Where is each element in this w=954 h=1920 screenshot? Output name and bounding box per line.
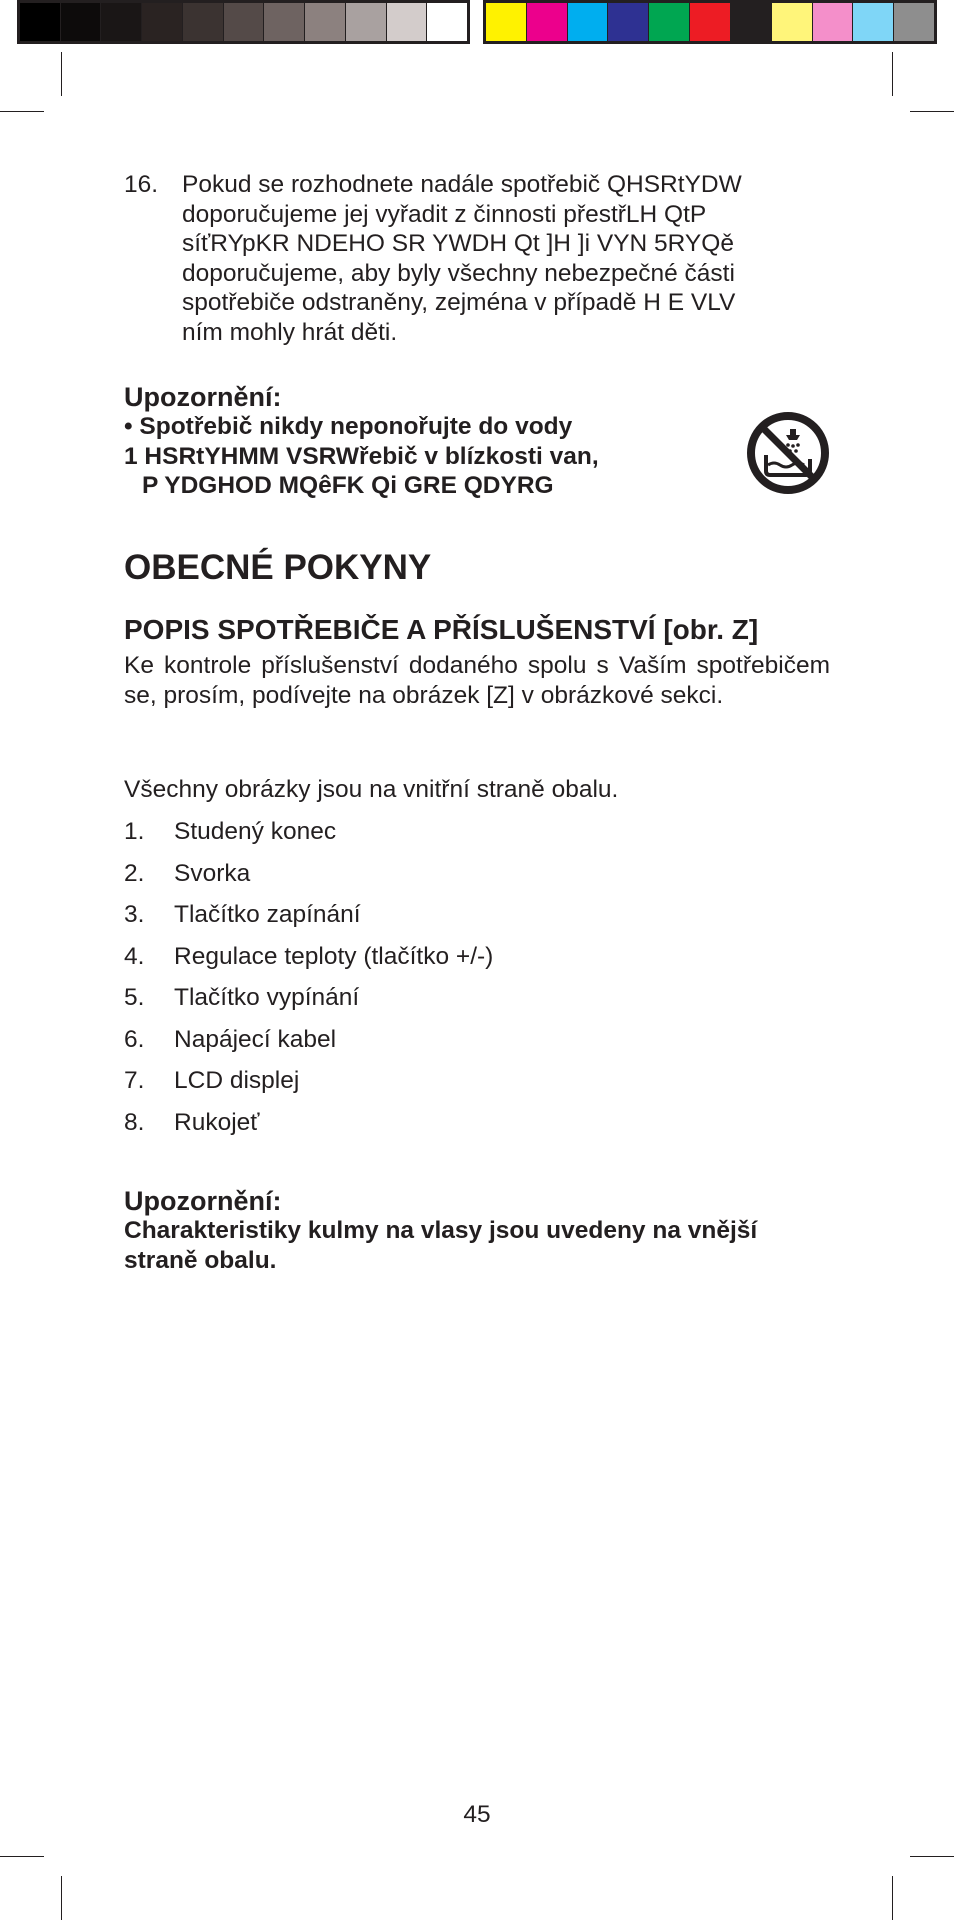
list-item-number: 7.	[124, 1067, 145, 1094]
warning-text	[124, 1216, 830, 1276]
list-item	[124, 981, 830, 1023]
list-item-label: Tlačítko vypínání	[174, 984, 360, 1011]
gray-swatch	[346, 3, 387, 41]
item-text-line: Pokud se rozhodnete nadále spotřebič QHSRtYDW	[182, 171, 742, 198]
list-item-label: Tlačítko zapínání	[174, 901, 361, 928]
gray-swatch	[427, 3, 467, 41]
warning-line: • Spotřebič nikdy neponořujte do vody	[124, 413, 573, 440]
parts-list	[124, 815, 830, 1147]
color-swatch	[772, 3, 813, 41]
list-item-label: Rukojeť	[174, 1108, 260, 1136]
list-item-label: Studený konec	[174, 818, 337, 845]
color-swatch	[853, 3, 894, 41]
crop-mark	[61, 52, 62, 96]
section-title: OBECNÉ POKYNY	[124, 548, 432, 587]
list-item	[124, 898, 830, 940]
warning-title: Upozornění:	[124, 382, 282, 412]
color-swatch	[649, 3, 690, 41]
crop-mark	[0, 111, 44, 112]
warning-line: 1 HSRtYHMM VSRWřebič v blízkosti van,	[124, 442, 599, 470]
gray-swatch	[264, 3, 305, 41]
list-item-number: 2.	[124, 859, 145, 887]
crop-mark	[0, 1856, 44, 1857]
list-item-number: 8.	[124, 1108, 145, 1136]
gray-swatch	[305, 3, 346, 41]
warning-line: P YDGHOD MQêFK Qi GRE QDYRG	[142, 472, 554, 499]
list-item-number: 6.	[124, 1025, 145, 1053]
color-swatch	[527, 3, 568, 41]
color-swatch	[568, 3, 609, 41]
list-item-label: Napájecí kabel	[174, 1025, 337, 1053]
color-swatch	[486, 3, 527, 41]
gray-swatch	[101, 3, 142, 41]
list-item-number: 4.	[124, 942, 145, 970]
warning-text	[124, 412, 830, 501]
item-text	[182, 170, 840, 347]
color-swatch	[894, 3, 934, 41]
item-text-line: spotřebiče odstraněny, zejména v případě H E VLV	[182, 289, 736, 316]
list-item-label: LCD displej	[174, 1067, 300, 1094]
gray-swatch	[142, 3, 183, 41]
intro-paragraph: Ke kontrole příslušenství dodaného spolu s Vaším spotřebičem se, prosím, podívejte na obrázek [Z] v obrázkové sekci.	[124, 652, 830, 709]
list-item	[124, 1106, 830, 1148]
list-item-label: Regulace teploty (tlačítko +/-)	[174, 942, 494, 970]
warning-block-water	[124, 382, 830, 501]
list-item-number: 1.	[124, 818, 145, 845]
no-water-immersion-icon	[746, 411, 830, 495]
gray-swatch	[61, 3, 102, 41]
gray-swatch	[387, 3, 428, 41]
list-item-label: Svorka	[174, 859, 251, 887]
list-item	[124, 857, 830, 899]
item-text-line: doporučujeme jej vyřadit z činnosti přestřLH QtP	[182, 200, 707, 228]
crop-mark	[892, 1876, 893, 1920]
list-item-number: 5.	[124, 984, 145, 1011]
color-swatch	[731, 3, 772, 41]
item-text-line: síťRYpKR NDEHO SR YWDH Qt ]H ]i VYN 5RYQě	[182, 230, 734, 257]
list-item	[124, 940, 830, 982]
item-text-line: doporučujeme, aby byly všechny nebezpečné části	[182, 259, 735, 287]
warning-title: Upozornění:	[124, 1186, 282, 1216]
instruction-item-16	[124, 170, 840, 347]
crop-mark	[892, 52, 893, 96]
warning-block-characteristics	[124, 1186, 830, 1276]
item-number: 16.	[124, 171, 159, 198]
color-swatch	[813, 3, 854, 41]
list-item	[124, 815, 830, 857]
crop-mark	[910, 1856, 954, 1857]
color-swatch	[690, 3, 731, 41]
list-item	[124, 1064, 830, 1106]
warning-line: Charakteristiky kulmy na vlasy jsou uvedeny na vnější	[124, 1217, 758, 1244]
gray-swatch	[20, 3, 61, 41]
gray-swatch	[224, 3, 265, 41]
page-number: 45	[463, 1801, 491, 1828]
list-item	[124, 1023, 830, 1065]
gray-swatch	[183, 3, 224, 41]
warning-line: straně obalu.	[124, 1247, 277, 1274]
crop-mark	[61, 1876, 62, 1920]
list-item-number: 3.	[124, 901, 145, 928]
color-calibration-bar-grayscale	[17, 0, 470, 44]
color-calibration-bar-color	[483, 0, 937, 44]
crop-mark	[910, 111, 954, 112]
color-swatch	[608, 3, 649, 41]
note-paragraph: Všechny obrázky jsou na vnitřní straně obalu.	[124, 776, 619, 803]
item-text-line: ním mohly hrát děti.	[182, 318, 398, 346]
subsection-title: POPIS SPOTŘEBIČE A PŘÍSLUŠENSTVÍ [obr. Z]	[124, 614, 759, 645]
